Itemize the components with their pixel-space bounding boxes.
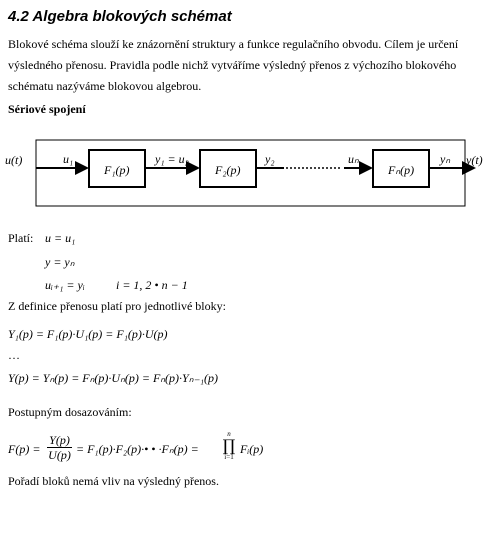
equation-block-n: Y(p) = Yₙ(p) = Fₙ(p)·Uₙ(p) = Fₙ(p)·Yₙ₋₁(p) — [8, 371, 219, 385]
product-upper-limit: n — [227, 430, 231, 438]
block-f2-label: F₂(p) — [215, 163, 241, 177]
substitution-text: Postupným dosazováním: — [8, 405, 132, 419]
eq3-rhs: = F₁(p)·F₂(p)·• • ·Fₙ(p) = — [76, 442, 199, 456]
eq3-numerator: Y(p) — [47, 433, 72, 448]
block-f1-label: F₁(p) — [104, 163, 130, 177]
eq3-denominator: U(p) — [48, 448, 71, 462]
eq3-tail: Fᵢ(p) — [240, 442, 264, 456]
eq3-lhs: F(p) = — [8, 442, 41, 456]
plati-label: Platí: — [8, 231, 34, 245]
definition-text: Z definice přenosu platí pro jednotlivé bloky: — [8, 299, 226, 313]
signal-label-u1: u₁ — [63, 152, 74, 166]
product-lower-limit: i=1 — [224, 453, 234, 461]
intro-paragraph: Blokové schéma slouží ke znázornění struktury a funkce regulačního obvodu. Cílem je určení výsledného přenosu. Pravidla podle nichž vytváříme výsledný přenos z výchozího blokového schématu nazýváme blokovou algebrou. — [8, 37, 459, 93]
ellipsis: … — [8, 348, 20, 362]
condition-index: i = 1, 2 • n − 1 — [116, 278, 188, 292]
series-block-diagram — [0, 138, 500, 210]
signal-label-un: uₙ — [348, 152, 359, 166]
signal-label-yn: yₙ — [440, 152, 451, 166]
condition-link: uᵢ₊₁ = yᵢ — [45, 278, 85, 292]
signal-label-y1-u2: y₁ = u₂ — [155, 152, 189, 166]
conclusion-text: Pořadí bloků nemá vliv na výsledný přenos. — [8, 474, 219, 488]
equation-block-1: Y₁(p) = F₁(p)·U₁(p) = F₁(p)·U(p) — [8, 327, 168, 341]
input-label: u(t) — [5, 153, 23, 167]
signal-label-y2: y₂ — [265, 152, 275, 166]
product-symbol: ∏ — [222, 436, 236, 455]
output-label: y(t) — [466, 153, 483, 167]
section-heading: 4.2 Algebra blokových schémat — [8, 8, 232, 25]
eq3-product — [222, 430, 236, 461]
eq3-fraction — [47, 433, 72, 463]
condition-y: y = yₙ — [45, 255, 75, 269]
block-fn-label: Fₙ(p) — [388, 163, 415, 177]
series-connection-title: Sériové spojení — [8, 102, 86, 116]
condition-u: u = u₁ — [45, 231, 76, 245]
